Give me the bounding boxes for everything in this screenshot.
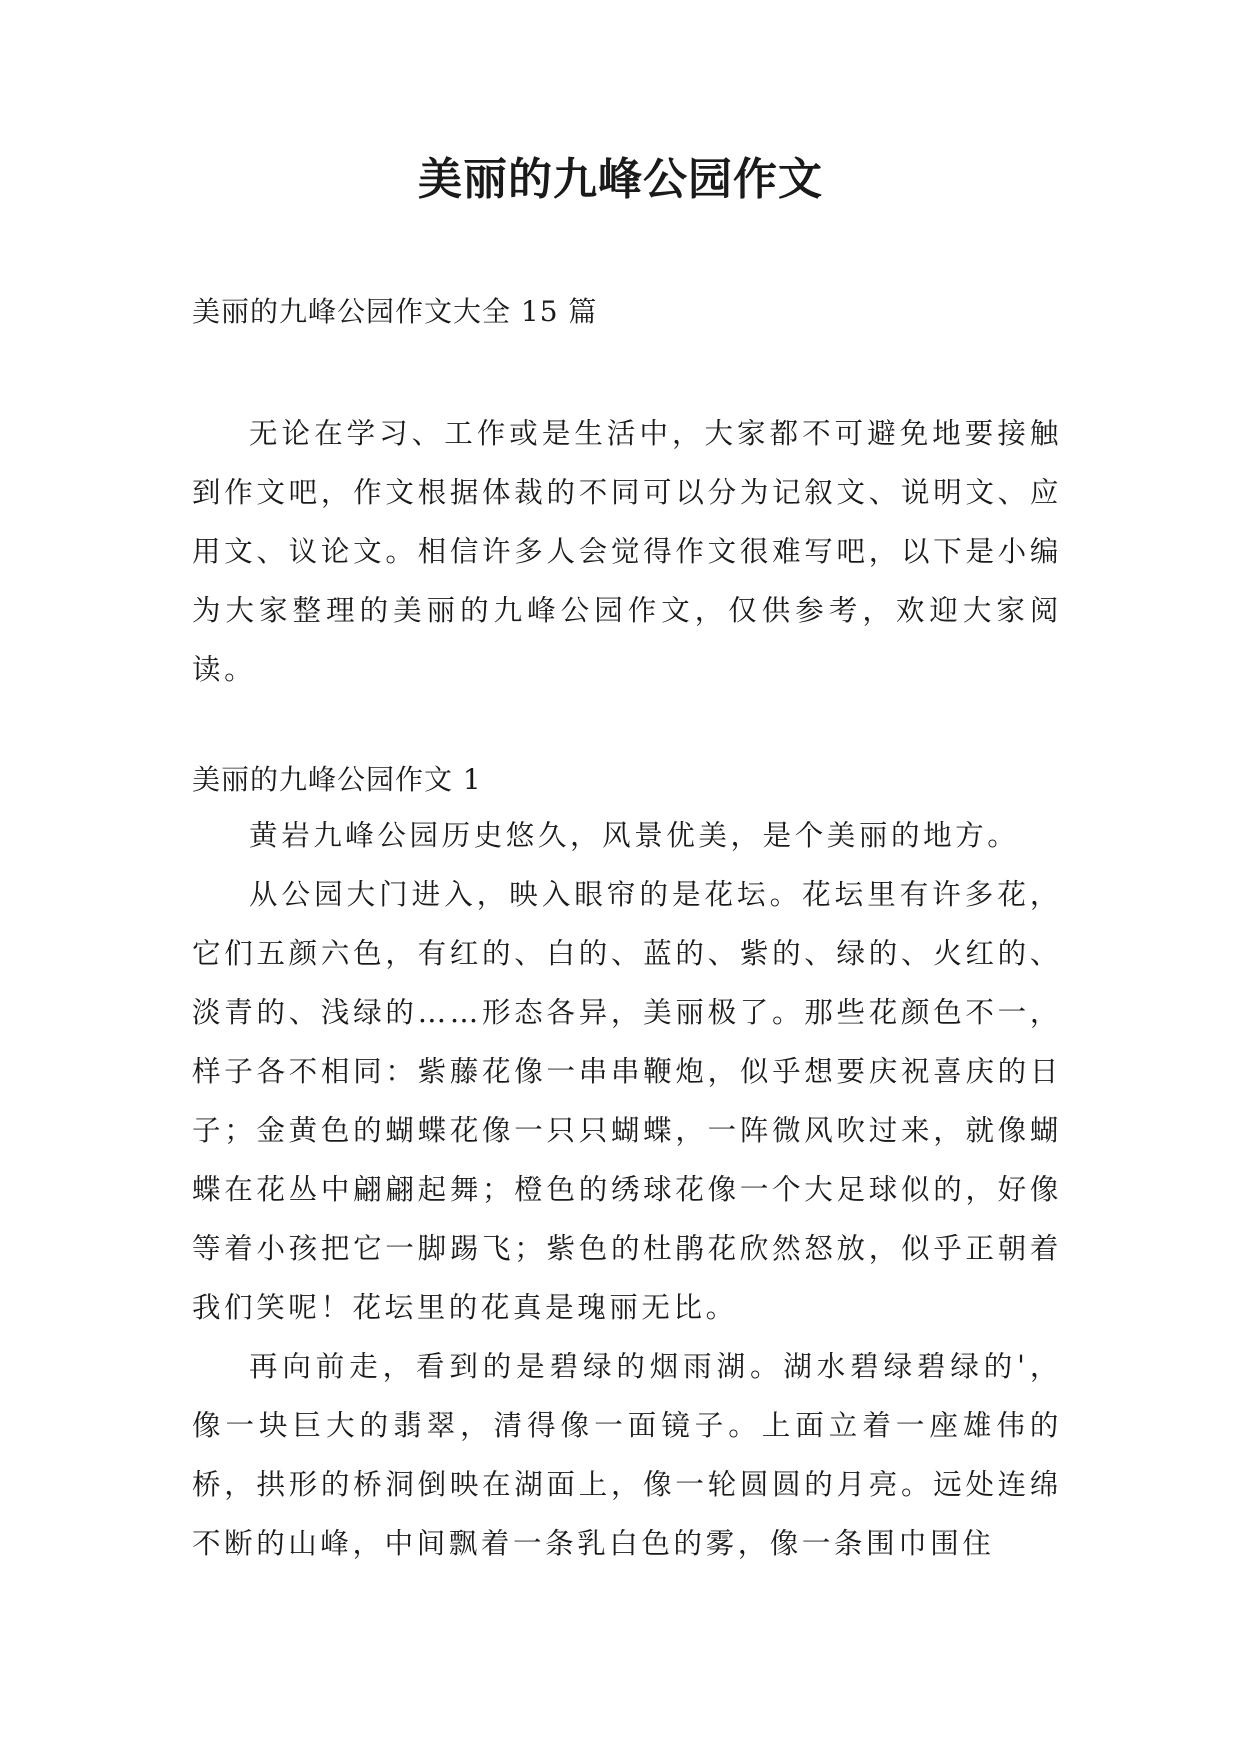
intro-block [192,404,1062,699]
essay-paragraph-1: 黄岩九峰公园历史悠久，风景优美，是个美丽的地方。 [249,819,1020,852]
essay-body [192,806,1062,1573]
essay-paragraph-2: 从公园大门进入，映入眼帘的是花坛。花坛里有许多花，它们五颜六色，有红的、白的、蓝的、紫的、绿的、火红的、淡青的、浅绿的……形态各异，美丽极了。那些花颜色不一，样子各不相同：紫藤花像一串串鞭炮，似乎想要庆祝喜庆的日子；金黄色的蝴蝶花像一只只蝴蝶，一阵微风吹过来，就像蝴蝶在花丛中翩翩起舞；橙色的绣球花像一个大足球似的，好像等着小孩把它一脚踢飞；紫色的杜鹃花欣然怒放，似乎正朝着我们笑呢！花坛里的花真是瑰丽无比。 [192,878,1062,1324]
essay-paragraph-3: 再向前走，看到的是碧绿的烟雨湖。湖水碧绿碧绿的'，像一块巨大的翡翠，清得像一面镜子。上面立着一座雄伟的桥，拱形的桥洞倒映在湖面上，像一轮圆圆的月亮。远处连绵不断的山峰，中间飘着一条乳白色的雾，像一条围巾围住 [192,1350,1062,1560]
document-title: 美丽的九峰公园作文 [418,154,823,205]
document-subtitle: 美丽的九峰公园作文大全 15 篇 [192,295,598,328]
intro-paragraph: 无论在学习、工作或是生活中，大家都不可避免地要接触到作文吧，作文根据体裁的不同可以分为记叙文、说明文、应用文、议论文。相信许多人会觉得作文很难写吧，以下是小编为大家整理的美丽的九峰公园作文，仅供参考，欢迎大家阅读。 [192,417,1062,686]
section-heading: 美丽的九峰公园作文 1 [192,763,482,796]
